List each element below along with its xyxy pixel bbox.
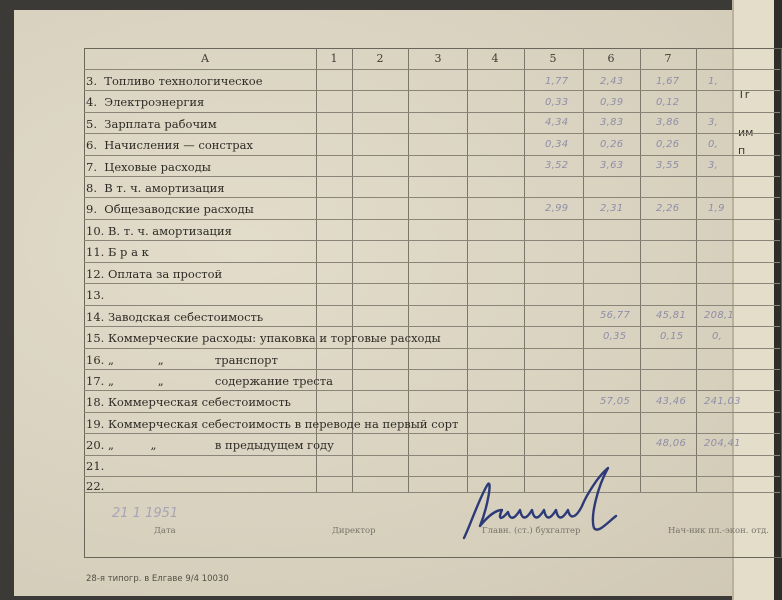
row-label: 21.	[86, 459, 105, 473]
header-col-a: А	[200, 52, 210, 65]
cell-value: 0,	[712, 331, 723, 342]
cell-value: 3,52	[545, 160, 569, 171]
row-label: 14. Заводская себестоимость	[86, 310, 264, 324]
row-divider	[84, 476, 780, 477]
cell-value: 48,06	[656, 438, 687, 449]
cell-value: 4,34	[545, 117, 569, 128]
cell-value: 208,1	[704, 310, 735, 321]
chief-economist-label: Нач-ник пл.-экон. отд.	[668, 526, 769, 536]
row-label: 18. Коммерческая себестоимость	[86, 395, 291, 409]
row-divider	[84, 262, 780, 263]
row-label: 6. Начисления — сонстрах	[86, 138, 253, 152]
cell-value: 3,55	[656, 160, 680, 171]
header-col: 7	[664, 52, 672, 65]
row-label: 5. Зарплата рабочим	[86, 117, 217, 131]
col-divider	[696, 48, 697, 492]
accountant-label: Главн. (ст.) бухгалтер	[482, 526, 581, 536]
row-label: 10. В. т. ч. амортизация	[86, 224, 232, 238]
row-divider	[84, 69, 780, 70]
row-label: 8. В т. ч. амортизация	[86, 181, 225, 195]
header-col: 6	[607, 52, 615, 65]
row-label: 16. „ „ транспорт	[86, 353, 278, 367]
row-label: 3. Топливо технологическое	[86, 74, 263, 88]
col-divider	[467, 48, 468, 492]
row-label: 4. Электроэнергия	[86, 95, 205, 109]
cell-value: 0,39	[600, 97, 624, 108]
row-label: 9. Общезаводские расходы	[86, 202, 254, 216]
cell-value: 3,86	[656, 117, 680, 128]
header-col: 1	[330, 52, 338, 65]
cell-value: 56,77	[600, 310, 631, 321]
cell-value: 1,77	[545, 76, 569, 87]
col-divider	[524, 48, 525, 492]
cell-value: 2,99	[545, 203, 569, 214]
col-divider	[640, 48, 641, 492]
cell-value: 0,	[708, 139, 719, 150]
header-col: 4	[491, 52, 499, 65]
cell-value: 0,35	[603, 331, 627, 342]
cell-value: 3,	[708, 117, 719, 128]
cell-value: 3,	[708, 160, 719, 171]
header-col: 2	[376, 52, 384, 65]
cell-value: 3,83	[600, 117, 624, 128]
header-col: 5	[549, 52, 557, 65]
row-label: 17. „ „ содержание треста	[86, 374, 333, 388]
col-divider	[583, 48, 584, 492]
cell-value: 57,05	[600, 396, 631, 407]
row-label: 15. Коммерческие расходы: упаковка и торговые расходы	[86, 331, 441, 345]
director-label: Директор	[332, 526, 376, 536]
cell-value: 0,15	[660, 331, 684, 342]
printer-imprint: 28-я типогр. в Елгаве 9/4 10030	[86, 574, 229, 584]
row-label: 20. „ „ в предыдущем году	[86, 438, 334, 452]
row-label: 19. Коммерческая себестоимость в переводе на первый сорт	[86, 417, 459, 431]
date-label: Дата	[154, 526, 176, 536]
cell-value: 1,67	[656, 76, 680, 87]
date-value: 21 1 1951	[112, 506, 179, 521]
row-divider	[84, 305, 780, 306]
cell-value: 1,	[708, 76, 719, 87]
cell-value: 0,26	[656, 139, 680, 150]
cell-value: 204,41	[704, 438, 741, 449]
row-label: 12. Оплата за простой	[86, 267, 223, 281]
cell-value: 2,26	[656, 203, 680, 214]
side-mark: им	[738, 126, 754, 139]
cell-value: 0,34	[545, 139, 569, 150]
cell-value: 1,9	[708, 203, 725, 214]
row-label: 22.	[86, 479, 105, 493]
row-label: 11. Б р а к	[86, 245, 149, 259]
cell-value: 0,12	[656, 97, 680, 108]
cell-value: 43,46	[656, 396, 687, 407]
signature	[458, 466, 623, 556]
cell-value: 45,81	[656, 310, 687, 321]
row-label: 7. Цеховые расходы	[86, 160, 211, 174]
row-label: 13.	[86, 288, 105, 302]
cell-value: 2,43	[600, 76, 624, 87]
cell-value: 0,33	[545, 97, 569, 108]
cell-value: 3,63	[600, 160, 624, 171]
header-col: 3	[434, 52, 442, 65]
cell-value: 0,26	[600, 139, 624, 150]
side-mark: п	[738, 144, 746, 157]
side-mark: Тr	[738, 88, 750, 101]
cell-value: 2,31	[600, 203, 624, 214]
cell-value: 241,03	[704, 396, 741, 407]
row-divider	[84, 492, 780, 493]
